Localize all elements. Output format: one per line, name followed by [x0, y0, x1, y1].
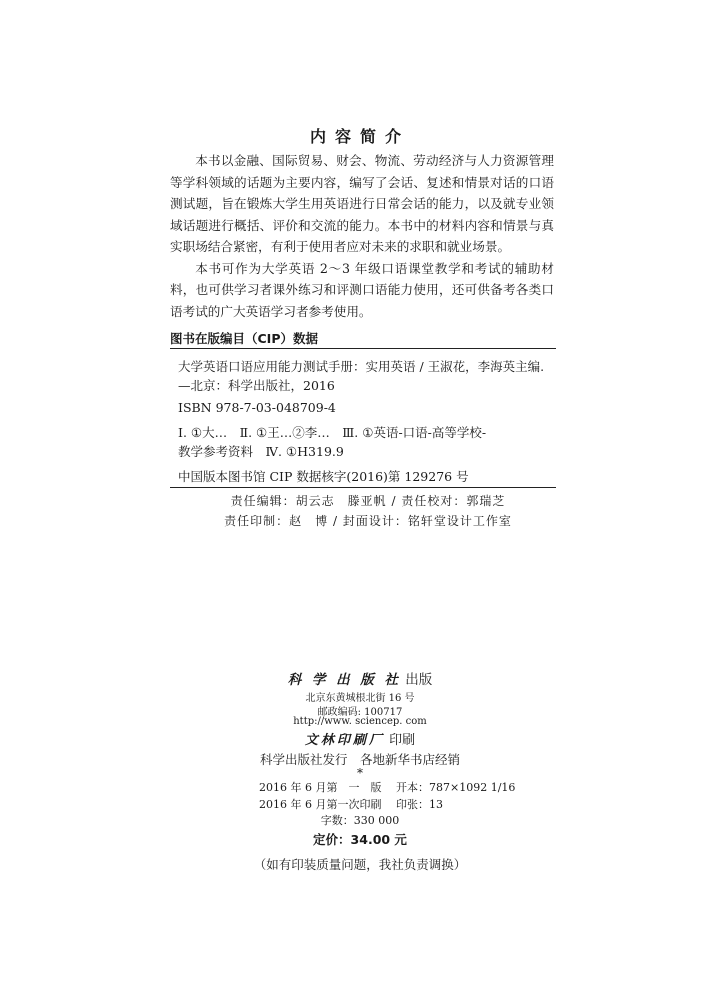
- publisher-line: [0, 668, 720, 688]
- intro-body: [170, 150, 554, 322]
- cip-classification-2: 教学参考资料 Ⅳ. ①H319.9: [178, 444, 344, 459]
- publisher-postcode: 邮政编码: 100717: [317, 707, 403, 718]
- distribution-line: 科学出版社发行 各地新华书店经销: [259, 752, 460, 767]
- credits-line-2: 责任印制：赵 博 / 封面设计：铭轩堂设计工作室: [224, 514, 512, 528]
- printing-row: [259, 796, 443, 812]
- edition-date: 2016 年 6 月第 一 版: [259, 781, 382, 794]
- word-count: 字数：330 000: [320, 814, 400, 827]
- intro-paragraph-1: 本书以金融、国际贸易、财会、物流、劳动经济与人力资源管理等学科领域的话题为主要内容，编写了会话、复述和情景对话的口语测试题，旨在锻炼大学生用英语进行日常会话的能力，以及就专业领域话题进行概括、评价和交流的能力。本书中的材料内容和情景与真实职场结合紧密，有利于使用者应对未来的求职和就业场景。: [170, 153, 554, 254]
- intro-title: 内容简介: [309, 127, 410, 146]
- quality-notice: （如有印装质量问题，我社负责调换）: [253, 857, 467, 872]
- publisher-suffix: 出版: [405, 672, 433, 688]
- printer-logo-text: 文林印刷厂: [304, 733, 385, 748]
- printer-suffix: 印刷: [389, 733, 416, 748]
- cip-data-box: [170, 348, 556, 488]
- credits-line-1: 责任编辑：胡云志 滕亚帆 / 责任校对：郭瑞芝: [230, 494, 506, 508]
- separator-star: *: [357, 766, 363, 780]
- printer-line: [0, 729, 720, 748]
- publisher-logo-text: 科 学 出 版 社: [287, 672, 401, 688]
- cip-heading: 图书在版编目（CIP）数据: [170, 331, 318, 346]
- book-format: 开本：787×1092 1/16: [396, 781, 516, 794]
- cip-title-line: 大学英语口语应用能力测试手册：实用英语 / 王淑花，李海英主编.: [178, 359, 545, 374]
- cip-classification-1: Ⅰ. ①大… Ⅱ. ①王…②李… Ⅲ. ①英语-口语-高等学校-: [178, 425, 487, 440]
- publisher-address: 北京东黄城根北街 16 号: [305, 693, 415, 704]
- printed-sheets: 印张：13: [396, 798, 443, 811]
- edition-row: [259, 779, 516, 795]
- intro-paragraph-2: 本书可作为大学英语 2～3 年级口语课堂教学和考试的辅助材料，也可供学习者课外练习和评测口语能力使用，还可供备考各类口语考试的广大英语学习者参考使用。: [170, 260, 554, 319]
- publisher-website: http://www. sciencep. com: [293, 716, 427, 727]
- cip-isbn: ISBN 978-7-03-048709-4: [178, 400, 336, 415]
- printing-date: 2016 年 6 月第一次印刷: [259, 798, 382, 811]
- cip-record-number: 中国版本图书馆 CIP 数据核字(2016)第 129276 号: [178, 469, 469, 484]
- cip-publisher-line: —北京：科学出版社，2016: [178, 378, 335, 393]
- price: 定价：34.00 元: [313, 832, 407, 847]
